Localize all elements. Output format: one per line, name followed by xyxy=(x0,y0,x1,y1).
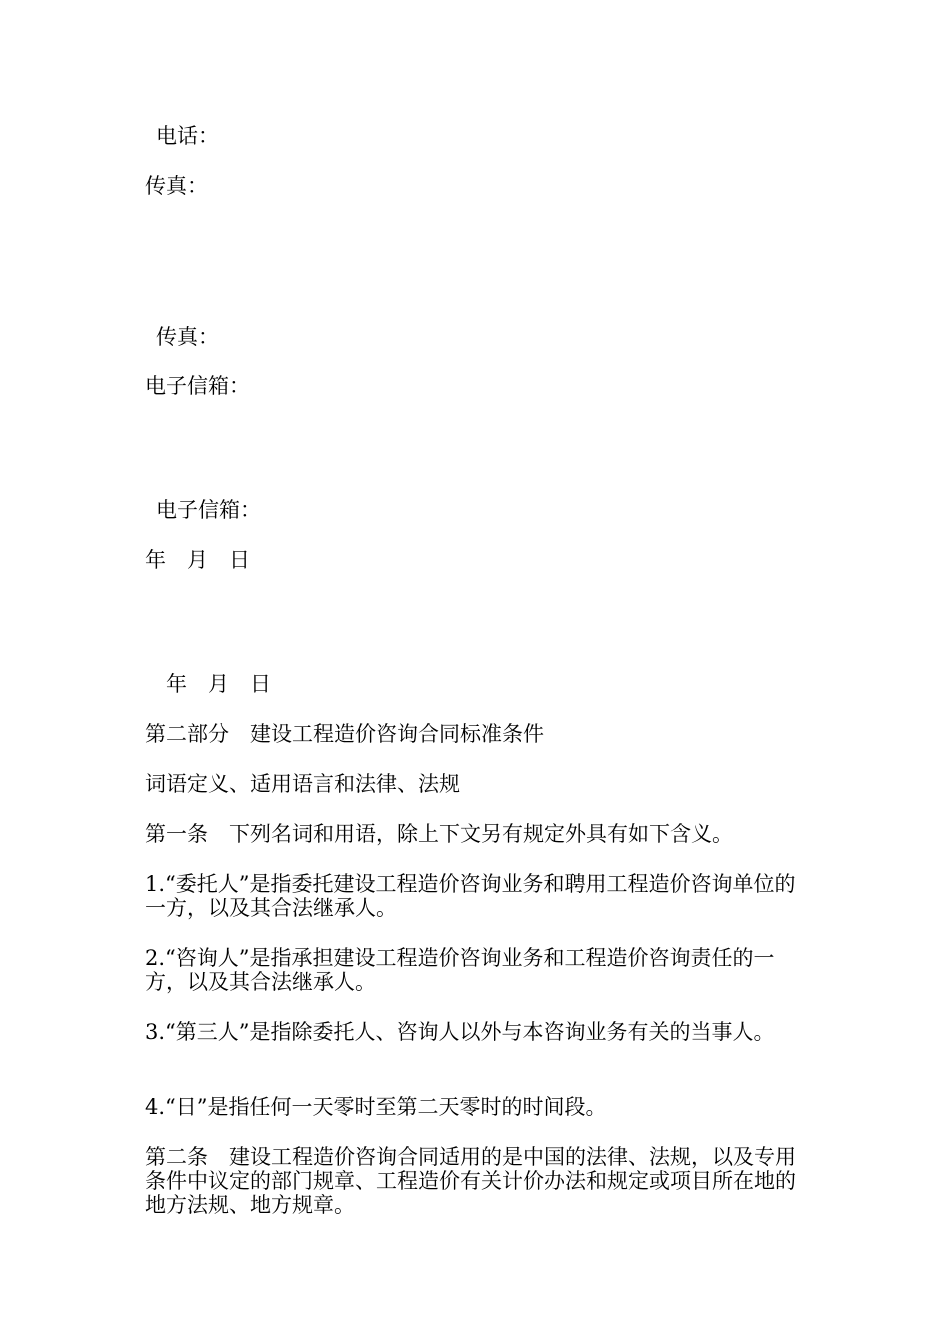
date-line: 年 月 日 xyxy=(145,548,250,572)
part-title: 第二部分 建设工程造价咨询合同标准条件 xyxy=(145,722,544,746)
article-1: 第一条 下列名词和用语，除上下文另有规定外具有如下含义。 xyxy=(145,822,733,846)
section-title: 词语定义、适用语言和法律、法规 xyxy=(145,772,460,796)
phone-label: 电话： xyxy=(156,124,219,148)
definition-4: 4.“日”是指任何一天零时至第二天零时的时间段。 xyxy=(145,1095,607,1119)
definition-1: 1.“委托人”是指委托建设工程造价咨询业务和聘用工程造价咨询单位的一方，以及其合法继承人。 xyxy=(145,872,796,920)
definition-3: 3.“第三人”是指除委托人、咨询人以外与本咨询业务有关的当事人。 xyxy=(145,1020,775,1044)
email-label-2: 电子信箱： xyxy=(156,498,261,522)
fax-label-2: 传真： xyxy=(156,325,219,349)
date-line-2: 年 月 日 xyxy=(166,672,271,696)
email-label: 电子信箱： xyxy=(145,374,250,398)
article-2: 第二条 建设工程造价咨询合同适用的是中国的法律、法规，以及专用条件中议定的部门规章、工程造价有关计价办法和规定或项目所在地的地方法规、地方规章。 xyxy=(145,1145,796,1217)
fax-label: 传真： xyxy=(145,174,208,198)
definition-2: 2.“咨询人”是指承担建设工程造价咨询业务和工程造价咨询责任的一方，以及其合法继承人。 xyxy=(145,946,775,994)
